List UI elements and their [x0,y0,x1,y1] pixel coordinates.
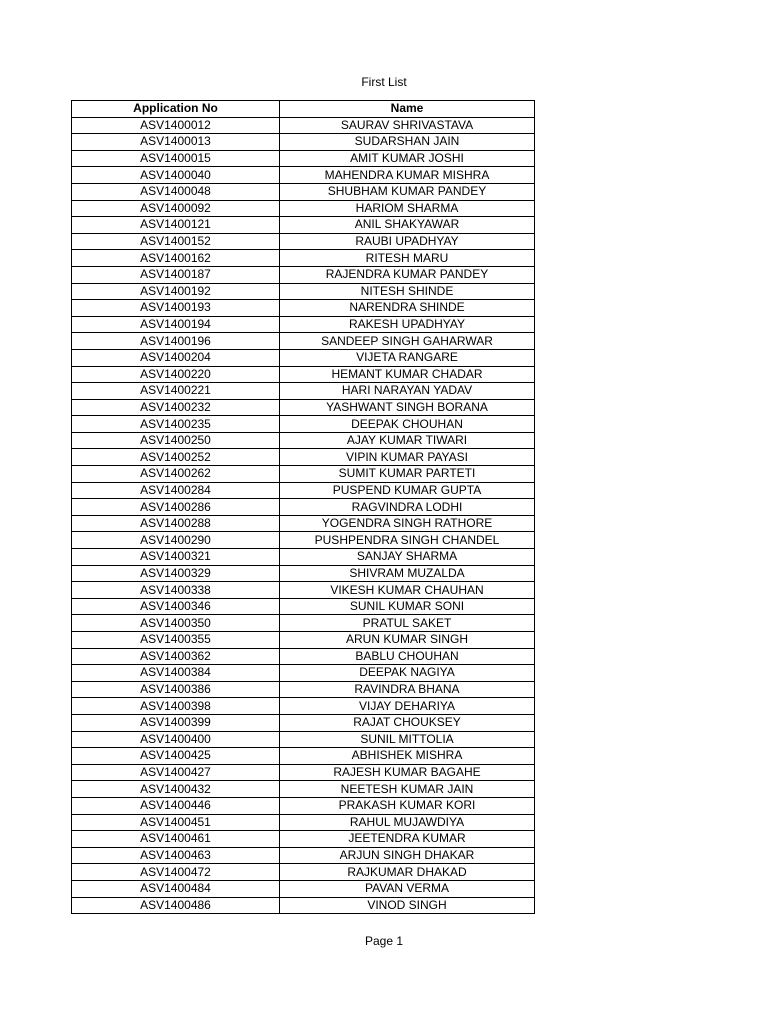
application-no-cell: ASV1400329 [72,565,280,582]
table-row [72,432,535,449]
name-cell: PUSHPENDRA SINGH CHANDEL [280,532,535,549]
name-cell: RAVINDRA BHANA [280,681,535,698]
table-row [72,698,535,715]
table-row [72,449,535,466]
table-row [72,681,535,698]
table-row [72,333,535,350]
table-row [72,797,535,814]
application-no-cell: ASV1400284 [72,482,280,499]
name-cell: RAJKUMAR DHAKAD [280,864,535,881]
application-no-cell: ASV1400427 [72,764,280,781]
table-row [72,482,535,499]
table-row [72,665,535,682]
application-no-cell: ASV1400321 [72,549,280,566]
name-cell: AJAY KUMAR TIWARI [280,432,535,449]
name-cell: MAHENDRA KUMAR MISHRA [280,167,535,184]
application-no-cell: ASV1400461 [72,831,280,848]
table-row [72,565,535,582]
application-no-cell: ASV1400250 [72,432,280,449]
name-cell: RAUBI UPADHYAY [280,233,535,250]
name-cell: HEMANT KUMAR CHADAR [280,366,535,383]
table-row [72,150,535,167]
application-no-cell: ASV1400235 [72,416,280,433]
table-row [72,366,535,383]
name-cell: SHIVRAM MUZALDA [280,565,535,582]
application-no-cell: ASV1400232 [72,399,280,416]
application-no-cell: ASV1400194 [72,316,280,333]
name-cell: SANJAY SHARMA [280,549,535,566]
table-header-row [72,101,535,118]
application-no-cell: ASV1400192 [72,283,280,300]
application-no-cell: ASV1400040 [72,167,280,184]
table-row [72,532,535,549]
table-row [72,615,535,632]
application-no-cell: ASV1400015 [72,150,280,167]
application-no-cell: ASV1400446 [72,797,280,814]
name-cell: SHUBHAM KUMAR PANDEY [280,183,535,200]
name-cell: SUNIL KUMAR SONI [280,598,535,615]
application-no-cell: ASV1400187 [72,266,280,283]
name-cell: RITESH MARU [280,250,535,267]
name-cell: RAJAT CHOUKSEY [280,714,535,731]
application-no-cell: ASV1400193 [72,300,280,317]
name-cell: NITESH SHINDE [280,283,535,300]
table-row [72,632,535,649]
application-no-cell: ASV1400121 [72,217,280,234]
application-no-cell: ASV1400092 [72,200,280,217]
name-cell: VIJAY DEHARIYA [280,698,535,715]
table-row [72,748,535,765]
table-row [72,217,535,234]
name-cell: SUDARSHAN JAIN [280,134,535,151]
name-cell: ANIL SHAKYAWAR [280,217,535,234]
application-no-cell: ASV1400288 [72,515,280,532]
page-number: Page 1 [364,934,404,948]
table-row [72,582,535,599]
application-no-cell: ASV1400012 [72,117,280,134]
application-no-cell: ASV1400484 [72,880,280,897]
table-row [72,847,535,864]
table-row [72,134,535,151]
name-cell: PAVAN VERMA [280,880,535,897]
table-row [72,831,535,848]
name-cell: DEEPAK NAGIYA [280,665,535,682]
application-no-cell: ASV1400432 [72,781,280,798]
application-no-cell: ASV1400346 [72,598,280,615]
name-cell: RAJESH KUMAR BAGAHE [280,764,535,781]
application-no-cell: ASV1400350 [72,615,280,632]
table-row [72,864,535,881]
application-no-cell: ASV1400463 [72,847,280,864]
name-cell: SAURAV SHRIVASTAVA [280,117,535,134]
name-cell: RAKESH UPADHYAY [280,316,535,333]
table-row [72,167,535,184]
table-row [72,880,535,897]
name-cell: ABHISHEK MISHRA [280,748,535,765]
table-row [72,316,535,333]
table-row [72,399,535,416]
application-no-cell: ASV1400286 [72,499,280,516]
table-row [72,814,535,831]
table-row [72,549,535,566]
application-no-cell: ASV1400221 [72,383,280,400]
name-cell: JEETENDRA KUMAR [280,831,535,848]
table-row [72,349,535,366]
name-cell: RAGVINDRA LODHI [280,499,535,516]
name-cell: VINOD SINGH [280,897,535,914]
application-no-cell: ASV1400262 [72,466,280,483]
name-cell: BABLU CHOUHAN [280,648,535,665]
name-cell: NEETESH KUMAR JAIN [280,781,535,798]
application-no-cell: ASV1400252 [72,449,280,466]
name-cell: YASHWANT SINGH BORANA [280,399,535,416]
applicant-table [71,100,535,914]
application-no-cell: ASV1400220 [72,366,280,383]
application-no-cell: ASV1400486 [72,897,280,914]
application-no-cell: ASV1400290 [72,532,280,549]
table-row [72,781,535,798]
application-no-cell: ASV1400204 [72,349,280,366]
table-row [72,731,535,748]
application-no-cell: ASV1400472 [72,864,280,881]
table-row [72,598,535,615]
name-cell: HARI NARAYAN YADAV [280,383,535,400]
table-row [72,233,535,250]
table-row [72,499,535,516]
application-no-cell: ASV1400400 [72,731,280,748]
name-cell: HARIOM SHARMA [280,200,535,217]
column-header-application-no: Application No [72,101,280,118]
application-no-cell: ASV1400384 [72,665,280,682]
name-cell: VIJETA RANGARE [280,349,535,366]
column-header-name: Name [280,101,535,118]
table-row [72,897,535,914]
table-row [72,764,535,781]
application-no-cell: ASV1400048 [72,183,280,200]
table-row [72,283,535,300]
name-cell: VIKESH KUMAR CHAUHAN [280,582,535,599]
name-cell: ARUN KUMAR SINGH [280,632,535,649]
name-cell: PRATUL SAKET [280,615,535,632]
table-body [72,117,535,914]
application-no-cell: ASV1400362 [72,648,280,665]
name-cell: NARENDRA SHINDE [280,300,535,317]
name-cell: VIPIN KUMAR PAYASI [280,449,535,466]
table-row [72,183,535,200]
application-no-cell: ASV1400386 [72,681,280,698]
name-cell: RAJENDRA KUMAR PANDEY [280,266,535,283]
application-no-cell: ASV1400162 [72,250,280,267]
table-row [72,300,535,317]
table-row [72,416,535,433]
table-row [72,200,535,217]
application-no-cell: ASV1400196 [72,333,280,350]
table-row [72,117,535,134]
name-cell: ARJUN SINGH DHAKAR [280,847,535,864]
name-cell: AMIT KUMAR JOSHI [280,150,535,167]
application-no-cell: ASV1400013 [72,134,280,151]
name-cell: SUNIL MITTOLIA [280,731,535,748]
table-row [72,714,535,731]
table-row [72,648,535,665]
application-no-cell: ASV1400338 [72,582,280,599]
name-cell: PUSPEND KUMAR GUPTA [280,482,535,499]
application-no-cell: ASV1400425 [72,748,280,765]
application-no-cell: ASV1400398 [72,698,280,715]
name-cell: SUMIT KUMAR PARTETI [280,466,535,483]
name-cell: SANDEEP SINGH GAHARWAR [280,333,535,350]
application-no-cell: ASV1400399 [72,714,280,731]
application-no-cell: ASV1400451 [72,814,280,831]
table-row [72,383,535,400]
name-cell: YOGENDRA SINGH RATHORE [280,515,535,532]
name-cell: PRAKASH KUMAR KORI [280,797,535,814]
application-no-cell: ASV1400355 [72,632,280,649]
table-row [72,466,535,483]
table-row [72,515,535,532]
name-cell: DEEPAK CHOUHAN [280,416,535,433]
page-title: First List [361,75,407,89]
name-cell: RAHUL MUJAWDIYA [280,814,535,831]
table-row [72,250,535,267]
table-row [72,266,535,283]
application-no-cell: ASV1400152 [72,233,280,250]
